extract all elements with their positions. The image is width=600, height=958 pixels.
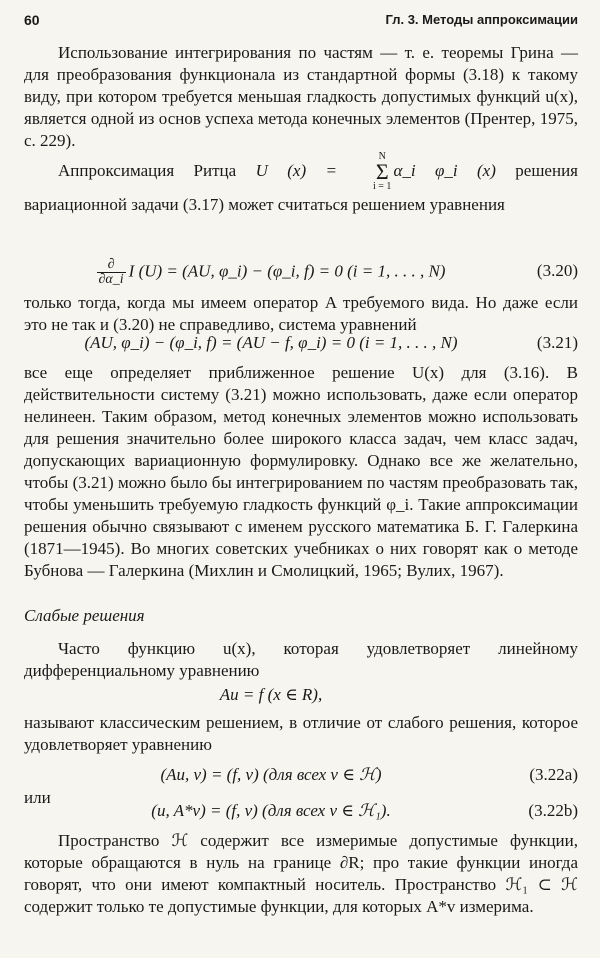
equation-3-20-body [24,258,518,287]
section-heading: Слабые решения [24,606,145,625]
equation-au-f-body: Au = f (x ∈ R), [219,685,323,704]
equation-3-21 [24,330,578,356]
partial-derivative-fraction [97,258,126,287]
sum-upper-limit: N [378,151,386,162]
sum-operator [339,152,391,192]
equation-3-22a-number: (3.22a) [529,765,578,784]
page-number: 60 [24,12,40,28]
ritz-text-before: Аппроксимация Ритца [58,160,237,180]
ritz-formula-lhs: U (x) = [255,160,338,180]
sum-sigma: Σ [375,159,389,184]
equation-3-21-number: (3.21) [536,333,578,352]
equation-3-20-expression: I (U) = (AU, φ_i) − (φ_i, f) = 0 (i = 1, . . . , N) [128,261,446,281]
ritz-formula-rhs: α_i φ_i (x) [393,160,496,180]
paragraph-weak-solution: называют классическим решением, в отличие от слабого решения, которое удовлетворяет уравнению [24,713,578,754]
equation-au-f [24,684,578,710]
paragraph-classical-solution: Часто функцию u(x), которая удовлетворяет линейному дифференциальному уравнению [24,639,578,680]
equation-3-22b-body: (u, A*v) = (f, v) (для всех v ∈ ℋ₁). [151,801,391,820]
page-header [24,12,578,34]
running-title: Гл. 3. Методы аппроксимации [385,12,578,27]
frac-denominator: ∂α_i [98,272,124,287]
ritz-text-after: решения вариационной задачи (3.17) может считаться решением уравнения [24,160,578,214]
paragraph-operator-a: только тогда, когда мы имеем оператор A требуемого вида. Но даже если это не так и (3.20) не справедливо, система уравнений [24,293,578,334]
equation-3-20-number: (3.20) [536,261,578,280]
paragraph-ritz-approximation [24,152,578,218]
paragraph-galerkin: все еще определяет приближенное решение U(x) для (3.16). В действительности систему (3.21) можно использовать, даже если оператор нелинеен. Таким образом, метод конечных элементов можно использовать для решения значительно более широкого класса задач, чем класс задач, допускающих вариационную формулировку. Однако все же желательно, чтобы (3.21) можно было бы интегрированием по частям преобразовать так, чтобы уменьшить требуемую гладкость функций φ_i. Такие аппроксимации решения обычно связывают с именем русского математика Б. Г. Галеркина (1871—1945). Во многих советских учебниках о них говорят как о методе Бубнова — Галеркина (Михлин и Смолицкий, 1965; Вулих, 1967). [24,363,578,580]
equation-3-21-body: (AU, φ_i) − (φ_i, f) = (AU − f, φ_i) = 0 (i = 1, . . . , N) [84,333,458,352]
word-or: или [24,788,51,807]
equation-3-22b-number: (3.22b) [528,801,578,820]
frac-numerator: ∂ [97,258,126,273]
paragraph-green-theorem: Использование интегрирования по частям — т. е. теоремы Грина — для преобразования функционала из стандартной формы (3.18) к такому виду, при котором требуется меньшая гладкость допустимых функций u(x), является одной из основ успеха метода конечных элементов (Прентер, 1975, с. 229). [24,43,578,150]
equation-3-20 [24,252,578,286]
paragraph-space-h: Пространство ℋ содержит все измеримые допустимые функции, которые обращаются в нуль на границе ∂R; про такие функции иногда говорят, что они имеют компактный носитель. Пространство ℋ₁ ⊂ ℋ содержит только те допустимые функции, для которых A*v измерима. [24,831,578,916]
equation-3-22a [24,764,578,790]
sum-lower-limit: i = 1 [373,181,392,192]
equation-3-22b [24,800,578,826]
equation-3-22a-body: (Au, v) = (f, v) (для всех v ∈ ℋ) [160,765,382,784]
